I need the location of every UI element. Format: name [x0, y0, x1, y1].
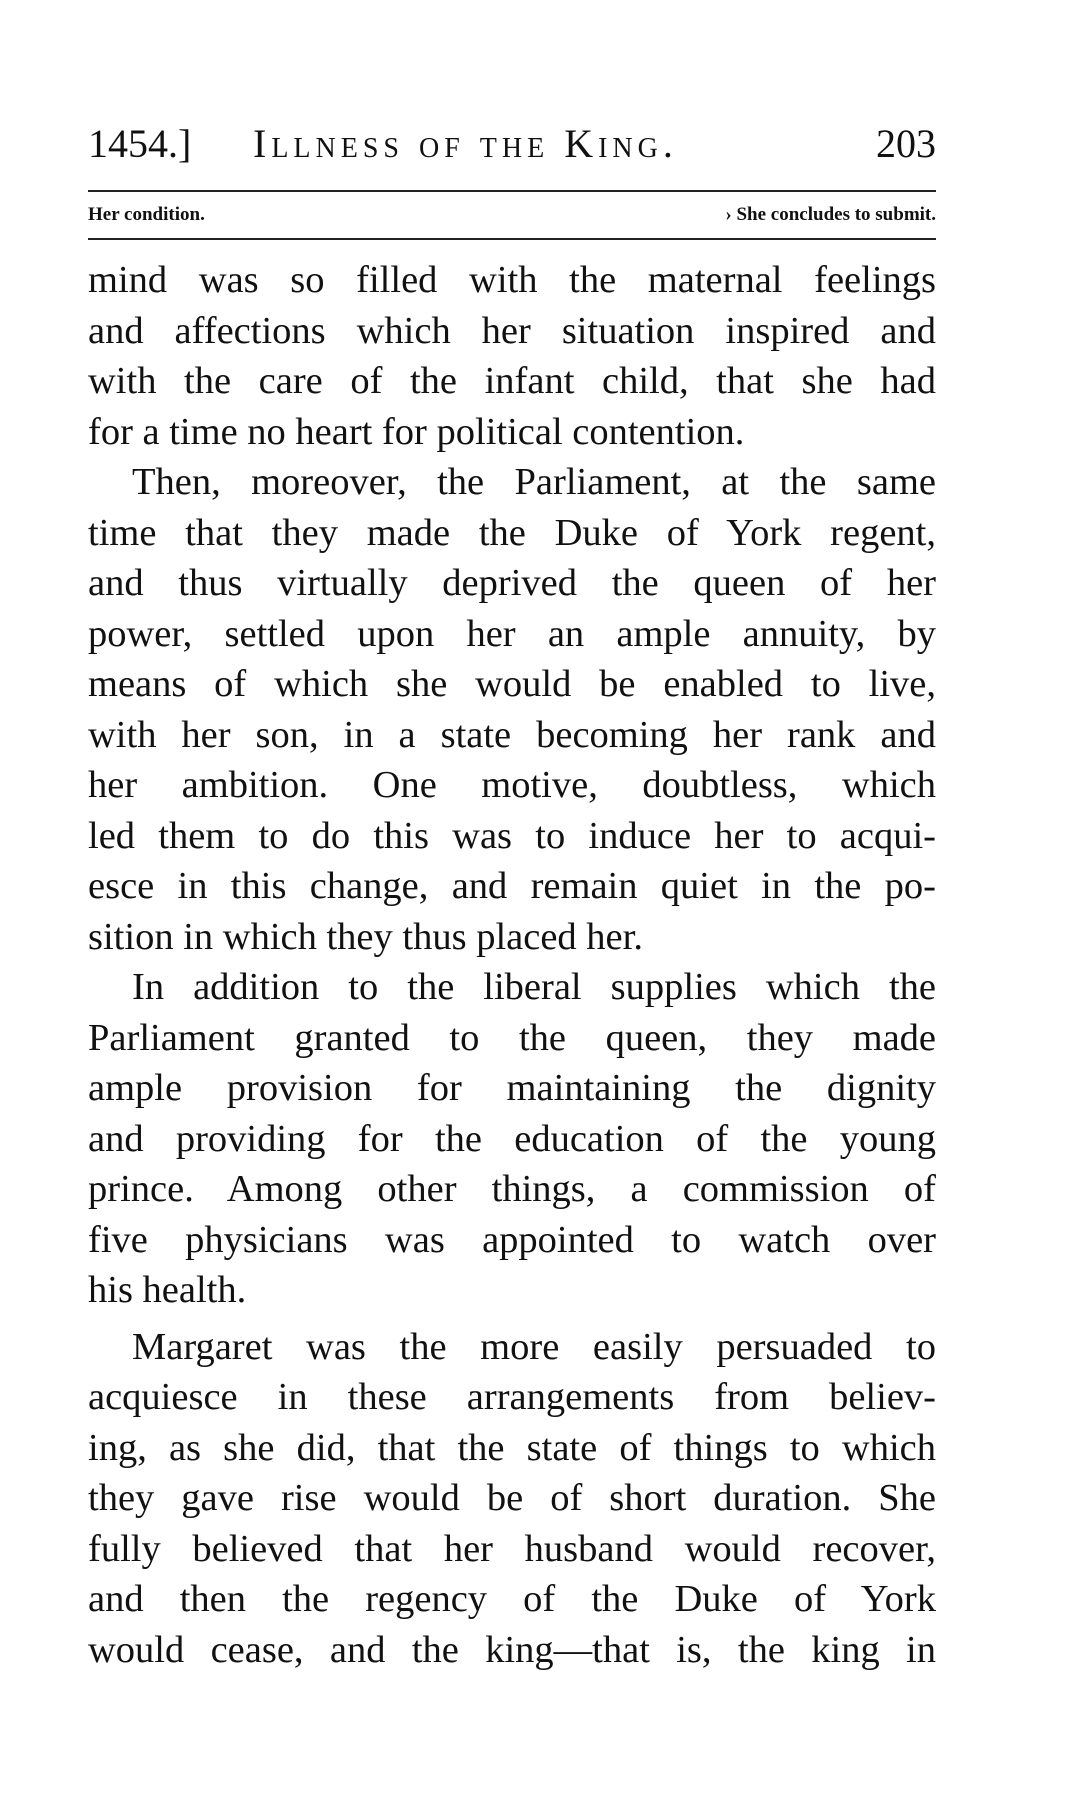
paragraph-3 — [88, 962, 936, 1316]
text-line: and then the regency of the Duke of York — [88, 1578, 936, 1620]
text-line: and providing for the education of the young — [88, 1117, 936, 1160]
text-line: they gave rise would be of short duration. She — [88, 1477, 936, 1519]
paragraph-4 — [88, 1322, 936, 1676]
text-line: acquiesce in these arrangements from believ- — [88, 1376, 936, 1418]
text-line: with her son, in a state becoming her rank and — [88, 713, 936, 756]
text-line: prince. Among other things, a commission of — [88, 1168, 936, 1210]
text-line: mind was so filled with the maternal feelings — [88, 259, 936, 301]
text-line: fully believed that her husband would recover, — [88, 1527, 936, 1570]
sidenote-left: Her condition. — [88, 204, 205, 225]
text-line: for a time no heart for political contention. — [88, 410, 745, 453]
paragraph-1 — [88, 255, 936, 457]
text-line: with the care of the infant child, that she had — [88, 360, 936, 402]
text-line: Parliament granted to the queen, they made — [88, 1016, 936, 1059]
text-line: her ambition. One motive, doubtless, which — [88, 764, 936, 806]
text-line: power, settled upon her an ample annuity, by — [88, 612, 936, 655]
running-head-year: 1454.] — [88, 121, 192, 166]
text-line: ing, as she did, that the state of things to which — [88, 1426, 936, 1469]
header-rule-bottom — [88, 238, 936, 240]
text-line: ample provision for maintaining the dignity — [88, 1067, 936, 1109]
sidenote-right: › She concludes to submit. — [725, 204, 936, 225]
page-number: 203 — [876, 121, 936, 166]
text-line: esce in this change, and remain quiet in the po- — [88, 865, 936, 907]
text-line: time that they made the Duke of York regent, — [88, 511, 936, 554]
text-line: and affections which her situation inspired and — [88, 309, 936, 352]
text-line: five physicians was appointed to watch over — [88, 1218, 936, 1261]
text-line: Then, moreover, the Parliament, at the same — [132, 461, 936, 503]
running-head — [88, 120, 936, 168]
text-line: sition in which they thus placed her. — [88, 915, 643, 958]
text-line: led them to do this was to induce her to acqui- — [88, 814, 936, 857]
running-head-title: Illness of the King. — [253, 121, 678, 166]
text-line: his health. — [88, 1269, 247, 1311]
paragraph-2 — [88, 457, 936, 962]
text-line: Margaret was the more easily persuaded to — [132, 1325, 936, 1368]
text-line: and thus virtually deprived the queen of her — [88, 562, 936, 604]
body-text — [88, 255, 936, 1675]
text-line: In addition to the liberal supplies which the — [132, 966, 936, 1008]
text-line: would cease, and the king—that is, the king in — [88, 1628, 936, 1671]
text-line: means of which she would be enabled to live, — [88, 663, 936, 705]
header-rule-top — [88, 190, 936, 192]
sidenotes — [88, 198, 936, 232]
